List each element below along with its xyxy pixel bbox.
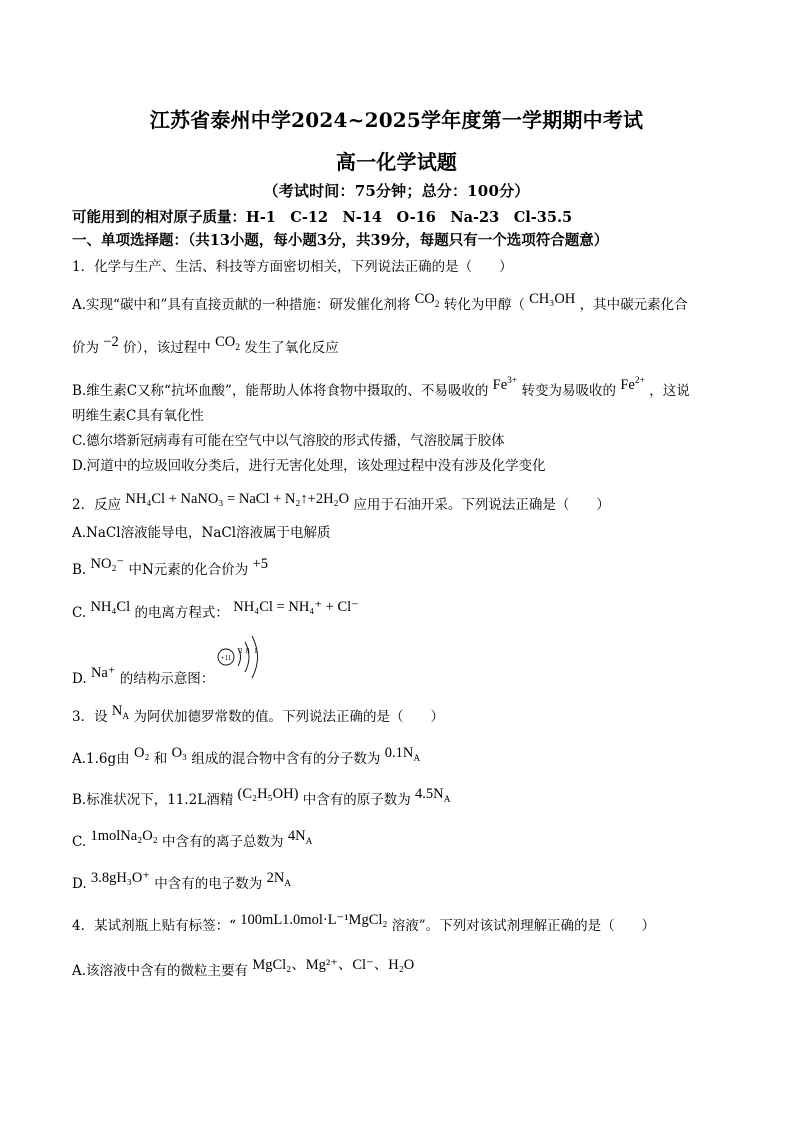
q3-c-val-text: 4N bbox=[287, 828, 306, 844]
na-ion: Na⁺ bbox=[90, 665, 116, 681]
q2-equation: NH₄Cl + NaNO₃ = NaCl + N₂↑+2H₂O bbox=[125, 491, 350, 507]
fe-text: Fe bbox=[492, 376, 508, 393]
section-title: 一、单项选择题：（共13小题，每小题3分，共39分，每题只有一个选项符合题意） bbox=[72, 232, 609, 249]
q3-c-value bbox=[287, 828, 313, 847]
q3-b-val-sub: A bbox=[443, 794, 451, 805]
q1-a-text5: 价），该过程中 bbox=[123, 340, 211, 356]
q3-stem-text2: 为阿伏加德罗常数的值。下列说法正确的是（ ） bbox=[133, 709, 445, 725]
q1-a-text1: A.实现“碳中和”具有直接贡献的一种措施：研发催化剂将 bbox=[72, 297, 411, 313]
fe-text-2: Fe bbox=[620, 376, 635, 393]
co2-text-2: CO bbox=[215, 334, 236, 350]
q2-option-d bbox=[72, 665, 215, 687]
q1-a-text2: 转化为甲醇（ bbox=[443, 297, 525, 313]
nucleus-label: +11 bbox=[220, 654, 232, 662]
q1-a-text6: 发生了氧化反应 bbox=[244, 340, 339, 356]
q3-d-val-sub: A bbox=[284, 878, 292, 889]
q1-b-text3: ，这说 bbox=[649, 382, 690, 399]
no2-ion: NO₂⁻ bbox=[90, 556, 125, 572]
exam-subtitle: 高一化学试题 bbox=[335, 150, 458, 174]
q1-a-text4: 价为 bbox=[72, 340, 99, 356]
na-n: N bbox=[111, 703, 123, 719]
q3-option-d bbox=[72, 870, 292, 898]
ch3oh-formula: CH₃OH bbox=[529, 291, 576, 307]
reagent-label: 100mL1.0mol·L⁻¹MgCl₂ bbox=[240, 912, 388, 928]
q1-a-text3: ，其中碳元素化合 bbox=[579, 297, 688, 313]
o2-formula: O₂ bbox=[133, 745, 150, 761]
q4-stem bbox=[72, 912, 656, 934]
shell-count-1: 2 bbox=[239, 647, 243, 655]
q2-stem-text1: 2．反应 bbox=[72, 497, 122, 513]
q1-b-text2: 转变为易吸收的 bbox=[521, 382, 617, 399]
fe3-ion bbox=[493, 377, 518, 393]
q3-option-b bbox=[72, 786, 451, 814]
fe2-charge: 2+ bbox=[634, 376, 645, 386]
q1-option-a-line1 bbox=[72, 291, 688, 319]
q2-c-label: C. bbox=[72, 605, 87, 621]
co2-sub-2: 2 bbox=[235, 342, 240, 353]
q3-c-label: C. bbox=[72, 834, 87, 850]
q3-d-value bbox=[266, 870, 292, 889]
q1-option-a-line2 bbox=[72, 334, 339, 362]
q3-stem-text1: 3．设 bbox=[72, 709, 108, 725]
fe3-charge: 3+ bbox=[507, 376, 518, 386]
shell-arc-3 bbox=[252, 636, 258, 678]
fe2-ion bbox=[620, 377, 645, 393]
na2o2-formula: 1molNa₂O₂ bbox=[90, 828, 158, 844]
q4-stem-text2: 溶液”。下列对该试剂理解正确的是（ ） bbox=[391, 918, 656, 934]
q1-option-c: C.德尔塔新冠病毒有可能在空气中以气溶胶的形式传播，气溶胶属于胶体 bbox=[72, 433, 505, 449]
q4-option-a bbox=[72, 957, 415, 979]
h3o-formula: 3.8gH₃O⁺ bbox=[90, 870, 150, 886]
q1-option-b-line2: 明维生素C具有氧化性 bbox=[72, 408, 204, 424]
na-sub: A bbox=[122, 711, 130, 722]
q2-stem-text2: 应用于石油开采。下列说法正确是（ ） bbox=[353, 497, 610, 513]
q3-d-label: D. bbox=[72, 876, 87, 892]
q3-a-text3: 组成的混合物中含有的分子数为 bbox=[191, 751, 381, 767]
co2-formula-2 bbox=[215, 334, 240, 353]
q3-d-val-text: 2N bbox=[266, 870, 285, 886]
q2-b-label: B. bbox=[72, 562, 87, 578]
co2-text: CO bbox=[414, 291, 435, 307]
atomic-masses: 可能用到的相对原子质量：H-1 C-12 N-14 O-16 Na-23 Cl-35.5 bbox=[72, 209, 573, 226]
q3-b-text2: 中含有的原子数为 bbox=[302, 792, 411, 808]
q2-c-text: 的电离方程式： bbox=[134, 605, 229, 621]
q1-option-d: D.河道中的垃圾回收分类后，进行无害化处理，该处理过程中没有涉及化学变化 bbox=[72, 458, 546, 474]
co2-sub: 2 bbox=[434, 299, 440, 310]
q2-stem bbox=[72, 491, 610, 513]
ethanol-formula: (C₂H₅OH) bbox=[237, 786, 299, 802]
shell-count-3: 1 bbox=[254, 647, 258, 655]
q2-b-text: 中N元素的化合价为 bbox=[128, 562, 249, 578]
q3-a-text1: A.1.6g由 bbox=[72, 751, 130, 767]
q2-d-label: D. bbox=[72, 671, 87, 687]
q3-c-text: 中含有的离子总数为 bbox=[162, 834, 284, 850]
q1-b-text1: B.维生素C又称“抗坏血酸”，能帮助人体将食物中摄取的、不易吸收的 bbox=[72, 382, 489, 399]
q2-option-a: A.NaCl溶液能导电，NaCl溶液属于电解质 bbox=[72, 525, 331, 541]
q2-option-c bbox=[72, 599, 359, 621]
shell-count-2: 8 bbox=[246, 647, 250, 655]
nh4cl-formula: NH₄Cl bbox=[90, 599, 131, 615]
ionization-equation: NH₄Cl = NH₄⁺ + Cl⁻ bbox=[233, 599, 359, 615]
co2-formula bbox=[414, 291, 440, 310]
o3-formula: O₃ bbox=[171, 745, 188, 761]
q1-option-b-line1 bbox=[72, 376, 690, 399]
q2-option-b bbox=[72, 556, 269, 578]
exam-info: （考试时间：75分钟；总分：100分） bbox=[263, 182, 530, 200]
q3-a-value bbox=[384, 745, 421, 764]
q4-stem-text1: 4．某试剂瓶上贴有标签：“ bbox=[72, 918, 236, 934]
q3-b-val-text: 4.5N bbox=[415, 786, 444, 802]
q4-a-text: A.该溶液中含有的微粒主要有 bbox=[72, 963, 249, 979]
particles-list: MgCl₂、Mg²⁺、Cl⁻、H₂O bbox=[252, 957, 415, 973]
q1-stem: 1．化学与生产、生活、科技等方面密切相关，下列说法正确的是（ ） bbox=[72, 259, 513, 275]
q3-option-a bbox=[72, 745, 421, 773]
na-ion-structure-diagram bbox=[214, 631, 264, 687]
exam-title: 江苏省泰州中学2024~2025学年度第一学期期中考试 bbox=[149, 108, 644, 132]
q2-b-value: +5 bbox=[252, 556, 269, 572]
q3-b-value bbox=[415, 786, 451, 805]
q3-b-text1: B.标准状况下，11.2L酒精 bbox=[72, 792, 234, 808]
q3-a-val-sub: A bbox=[413, 753, 421, 764]
q3-c-val-sub: A bbox=[305, 836, 313, 847]
q3-d-text: 中含有的电子数为 bbox=[154, 876, 263, 892]
q3-a-text2: 和 bbox=[153, 751, 168, 767]
minus2-value: −2 bbox=[103, 334, 119, 350]
q3-a-val-text: 0.1N bbox=[384, 745, 414, 761]
q2-d-text: 的结构示意图： bbox=[119, 671, 215, 687]
q3-option-c bbox=[72, 828, 313, 856]
q3-stem bbox=[72, 703, 445, 731]
na-constant bbox=[111, 703, 130, 722]
